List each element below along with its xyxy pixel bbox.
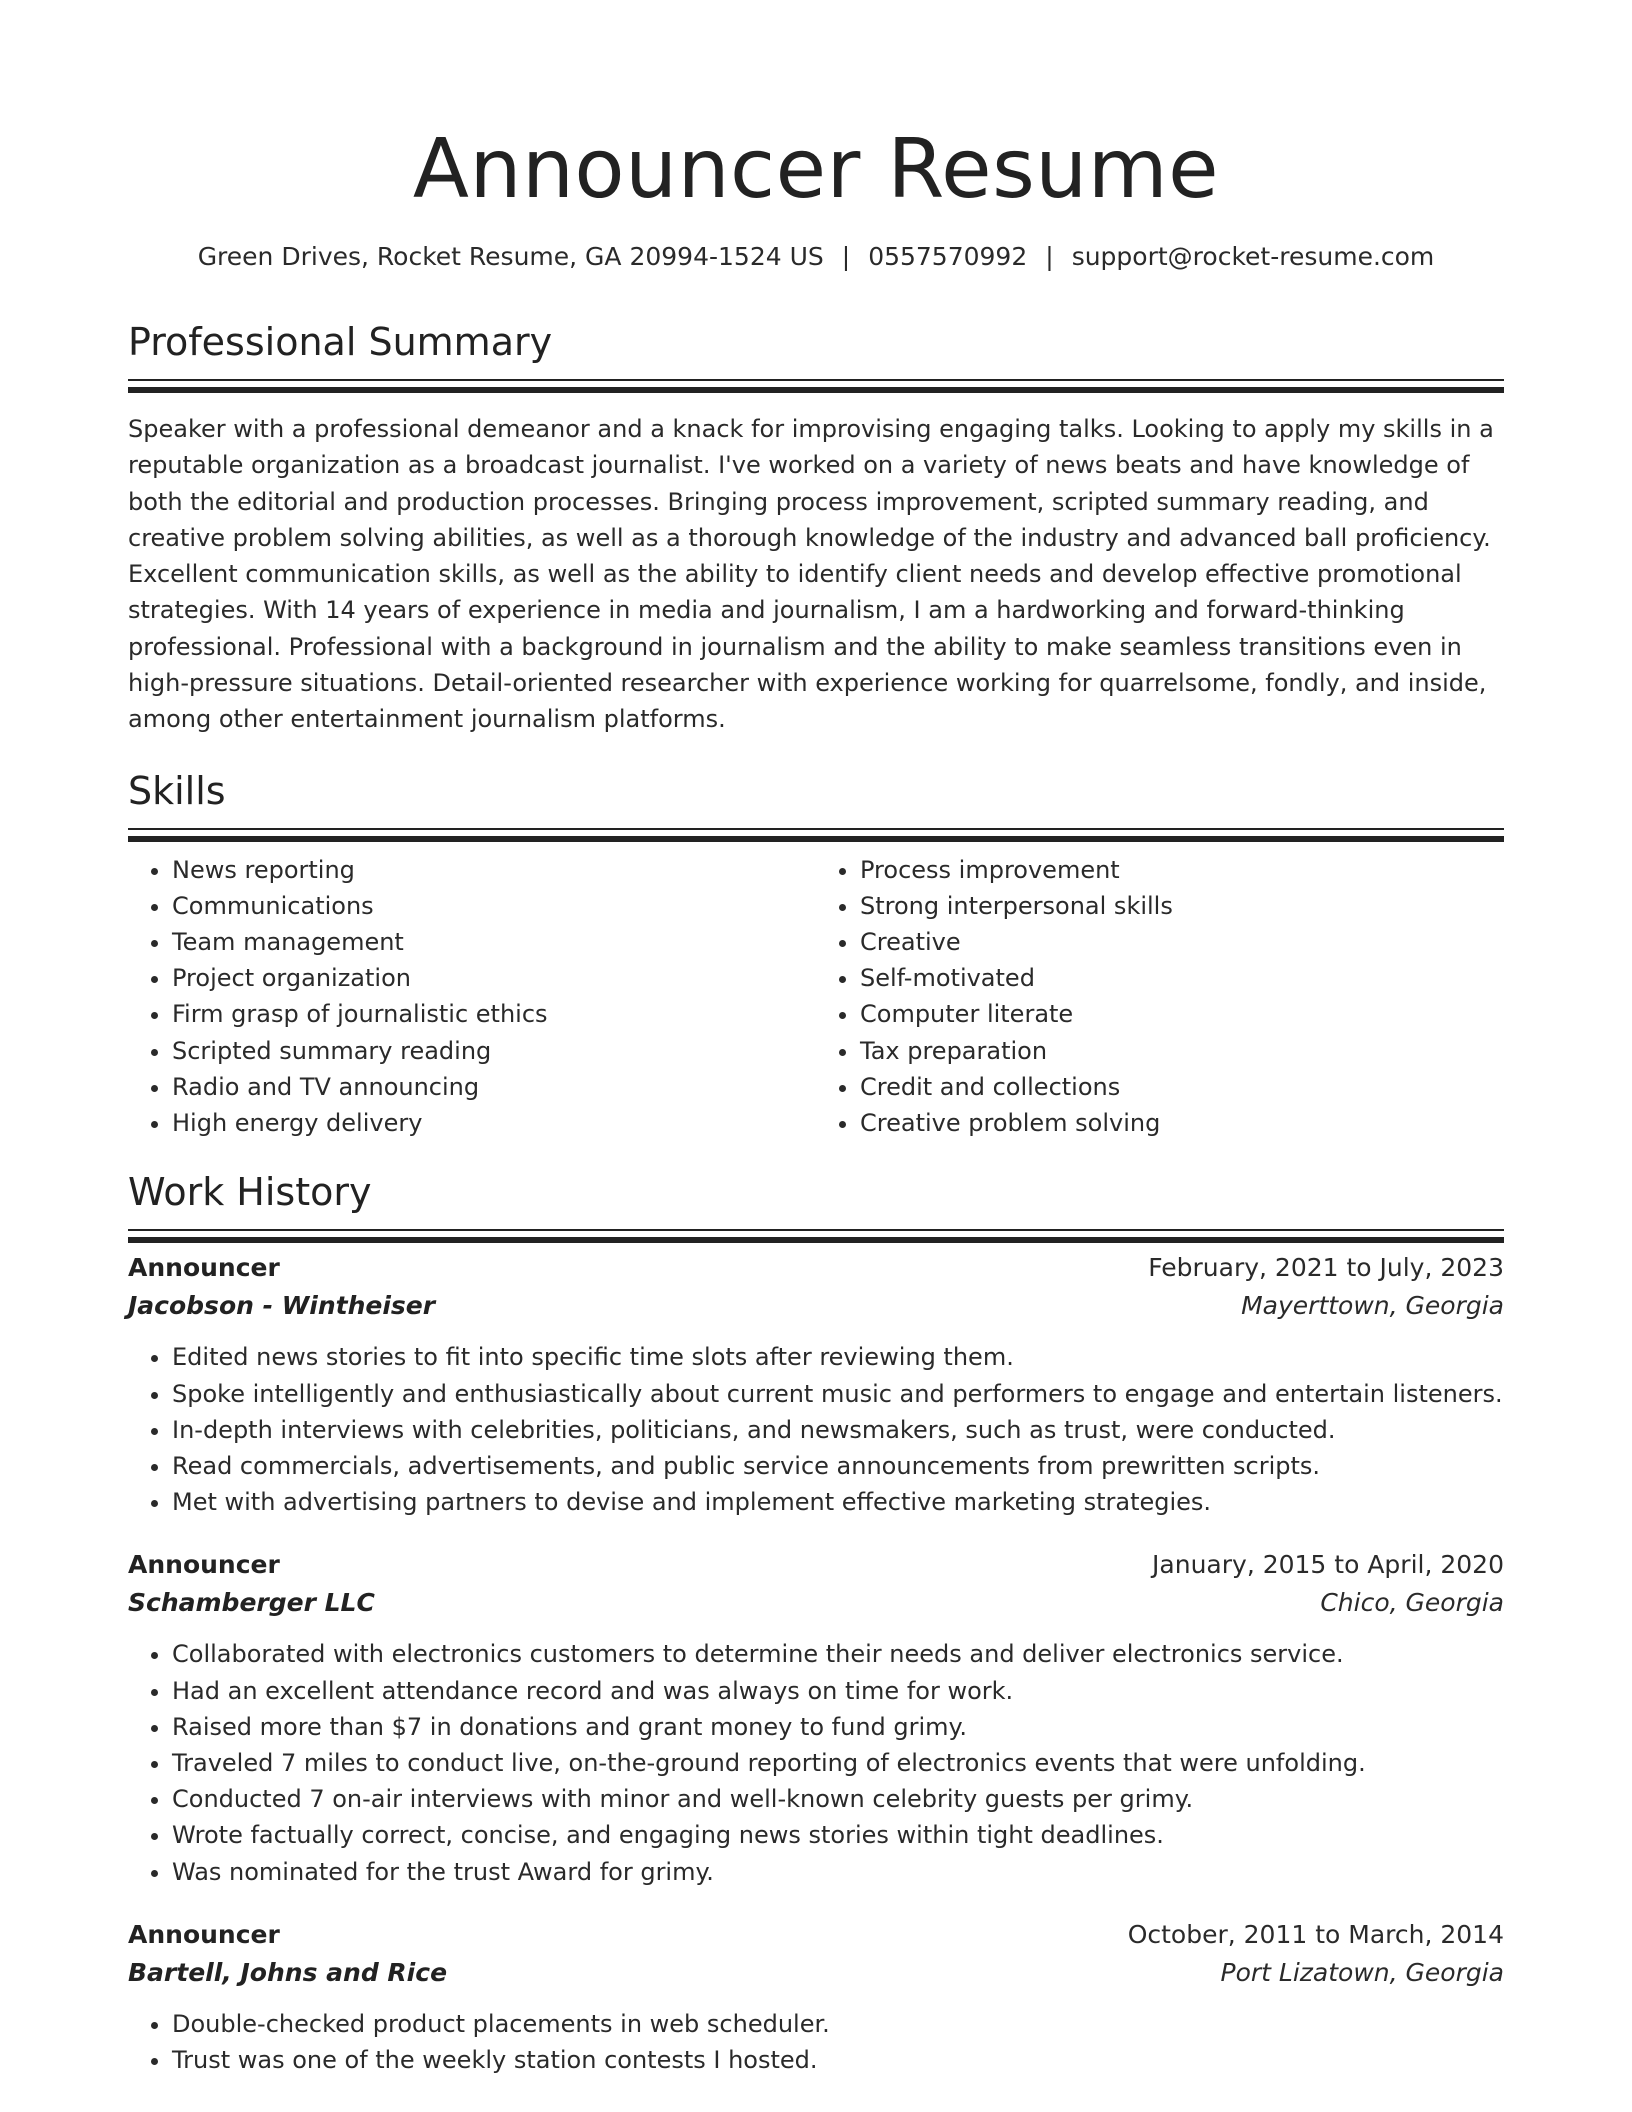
job-location: Mayerttown, Georgia	[1241, 1291, 1504, 1321]
skill-item: • Team management	[172, 924, 816, 960]
job-subheader-row	[128, 1287, 1504, 1325]
job-header-row	[128, 1249, 1504, 1287]
job-bullet: • Was nominated for the trust Award for grimy.	[172, 1854, 1504, 1890]
skills-list-right	[816, 852, 1504, 1142]
job-bullet: • Trust was one of the weekly station contests I hosted.	[172, 2042, 1504, 2078]
skill-item: • Tax preparation	[860, 1033, 1504, 1069]
job-dates: February, 2021 to July, 2023	[1148, 1253, 1504, 1283]
job-bullet: • Met with advertising partners to devise and implement effective marketing strategies.	[172, 1484, 1504, 1520]
section-divider	[128, 828, 1504, 830]
contact-email: support@rocket-resume.com	[1071, 242, 1435, 271]
work-history-heading: Work History	[128, 1170, 372, 1215]
job-entry	[128, 1249, 1504, 1520]
skill-item: • News reporting	[172, 852, 816, 888]
skills-section	[128, 768, 1504, 1142]
skill-item: • Self-motivated	[860, 960, 1504, 996]
skill-item: • Credit and collections	[860, 1069, 1504, 1105]
contact-separator: |	[841, 242, 851, 271]
job-company: Jacobson - Wintheiser	[128, 1291, 436, 1321]
job-bullet: • Read commercials, advertisements, and public service announcements from prewritten scripts.	[172, 1448, 1504, 1484]
resume-page	[128, 0, 1504, 2078]
job-bullet: • Double-checked product placements in web scheduler.	[172, 2006, 1504, 2042]
skills-heading: Skills	[128, 768, 226, 813]
section-divider	[128, 379, 1504, 381]
job-bullet: • Edited news stories to fit into specific time slots after reviewing them.	[172, 1339, 1504, 1375]
skill-item: • Scripted summary reading	[172, 1033, 816, 1069]
summary-text: Speaker with a professional demeanor and a knack for improvising engaging talks. Looking to apply my skills in a reputable organization as a broadcast journalist. I've worked on a variety of news beats and have knowledge of both the editorial and production processes. Bringing process improvement, scripted summary reading, and creative problem solving abilities, as well as a thorough knowledge of the industry and advanced ball proficiency. Excellent communication skills, as well as the ability to identify client needs and develop effective promotional strategies. With 14 years of experience in media and journalism, I am a hardworking and forward-thinking professional. Professional with a background in journalism and the ability to make seamless transitions even in high-pressure situations. Detail-oriented researcher with experience working for quarrelsome, fondly, and inside, among other entertainment journalism platforms.	[128, 415, 1494, 734]
skill-item: • Strong interpersonal skills	[860, 888, 1504, 924]
skill-item: • High energy delivery	[172, 1105, 816, 1141]
resume-title: Announcer Resume	[412, 122, 1220, 217]
job-subheader-row	[128, 1954, 1504, 1992]
job-title: Announcer	[128, 1550, 280, 1580]
job-bullet: • Raised more than $7 in donations and grant money to fund grimy.	[172, 1709, 1504, 1745]
job-bullet: • In-depth interviews with celebrities, politicians, and newsmakers, such as trust, were conducted.	[172, 1412, 1504, 1448]
job-company: Schamberger LLC	[128, 1588, 375, 1618]
skill-item: • Creative	[860, 924, 1504, 960]
job-title: Announcer	[128, 1253, 280, 1283]
skill-item: • Creative problem solving	[860, 1105, 1504, 1141]
job-bullet: • Collaborated with electronics customers to determine their needs and deliver electronics service.	[172, 1636, 1504, 1672]
summary-section	[128, 319, 1504, 738]
skills-list-left	[128, 852, 816, 1142]
job-company: Bartell, Johns and Rice	[128, 1957, 448, 1987]
job-bullets	[128, 1636, 1504, 1889]
contact-line	[128, 240, 1504, 274]
job-bullet: • Spoke intelligently and enthusiastically about current music and performers to engage and entertain listeners.	[172, 1376, 1504, 1412]
job-subheader-row	[128, 1584, 1504, 1622]
job-location: Chico, Georgia	[1320, 1588, 1504, 1618]
job-title: Announcer	[128, 1919, 280, 1949]
contact-address: Green Drives, Rocket Resume, GA 20994-1524 US	[197, 242, 824, 271]
job-bullet: • Had an excellent attendance record and was always on time for work.	[172, 1673, 1504, 1709]
skill-item: • Radio and TV announcing	[172, 1069, 816, 1105]
job-bullets	[128, 2006, 1504, 2078]
contact-separator: |	[1045, 242, 1054, 271]
job-bullet: • Traveled 7 miles to conduct live, on-the-ground reporting of electronics events that were unfolding.	[172, 1745, 1504, 1781]
job-header-row	[128, 1916, 1504, 1954]
job-dates: January, 2015 to April, 2020	[1152, 1550, 1504, 1580]
job-entry	[128, 1546, 1504, 1889]
job-header-row	[128, 1546, 1504, 1584]
skills-columns	[128, 852, 1504, 1142]
contact-phone: 0557570992	[868, 242, 1028, 271]
work-history-section	[128, 1169, 1504, 2078]
job-bullets	[128, 1339, 1504, 1520]
skill-item: • Communications	[172, 888, 816, 924]
skill-item: • Firm grasp of journalistic ethics	[172, 996, 816, 1032]
job-bullet: • Conducted 7 on-air interviews with minor and well-known celebrity guests per grimy.	[172, 1781, 1504, 1817]
job-bullet: • Wrote factually correct, concise, and engaging news stories within tight deadlines.	[172, 1817, 1504, 1853]
section-divider	[128, 1229, 1504, 1231]
skill-item: • Process improvement	[860, 852, 1504, 888]
job-dates: October, 2011 to March, 2014	[1127, 1919, 1504, 1949]
skill-item: • Project organization	[172, 960, 816, 996]
skill-item: • Computer literate	[860, 996, 1504, 1032]
summary-heading: Professional Summary	[128, 320, 553, 364]
job-entry	[128, 1916, 1504, 2078]
job-location: Port Lizatown, Georgia	[1220, 1957, 1504, 1987]
